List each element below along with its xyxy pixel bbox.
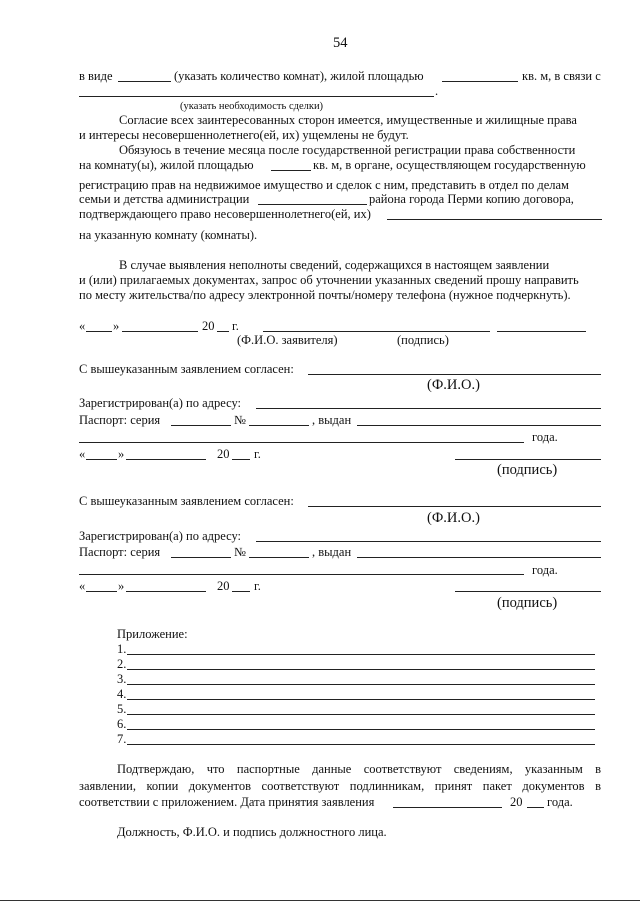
agreement2-issued-field-2[interactable]: [79, 574, 524, 575]
attachment-6-label: 6.: [117, 717, 127, 731]
agreement1-passport-label: Паспорт: серия: [79, 413, 161, 427]
agreement1-sign-field[interactable]: [455, 459, 601, 460]
rooms-count-field[interactable]: [118, 81, 171, 82]
attachments-title: Приложение:: [117, 627, 188, 641]
date-quote-close: »: [113, 319, 120, 333]
attachment-5-field[interactable]: [127, 714, 595, 715]
attachment-7-field[interactable]: [127, 744, 595, 745]
agreement2-day-field[interactable]: [86, 591, 117, 592]
applicant-day-field[interactable]: [86, 331, 112, 332]
agreement1-year-prefix: 20: [217, 447, 230, 461]
applicant-fio-caption: (Ф.И.О. заявителя): [237, 333, 338, 347]
agreement2-year-word: года.: [532, 563, 558, 577]
agreement2-passport-label: Паспорт: серия: [79, 545, 161, 559]
agreement2-fio-field[interactable]: [308, 506, 601, 507]
obligation-line2-b: кв. м, в органе, осуществляющем государственную: [313, 158, 586, 172]
agreement2-issued-field[interactable]: [357, 557, 601, 558]
attachment-3-label: 3.: [117, 672, 127, 686]
applicant-month-field[interactable]: [122, 331, 198, 332]
attachment-2-field[interactable]: [127, 669, 595, 670]
minor-name-field[interactable]: [387, 219, 602, 220]
obligation-line4-a: семьи и детства администрации: [79, 192, 250, 206]
agreement1-month-field[interactable]: [126, 459, 206, 460]
confirm-line2: заявлении, копии документов соответствуют подлинникам, принят пакет документов в: [79, 779, 601, 793]
agreement2-registered-label: Зарегистрирован(а) по адресу:: [79, 529, 242, 543]
confirm-line1: Подтверждаю, что паспортные данные соответствуют сведениям, указанным в: [117, 762, 601, 776]
attachment-7-label: 7.: [117, 732, 127, 746]
agreement1-series-field[interactable]: [171, 425, 231, 426]
consent-line2: и интересы несовершеннолетнего(ей, их) ущемлены не будут.: [79, 128, 409, 142]
agreement2-number-field[interactable]: [249, 557, 309, 558]
agreement1-year-word: года.: [532, 430, 558, 444]
agreement1-year-field[interactable]: [232, 459, 250, 460]
intro-line1-c: кв. м, в связи с: [522, 69, 601, 83]
attachment-1-label: 1.: [117, 642, 127, 656]
agreement1-address-field[interactable]: [256, 408, 601, 409]
agreement2-month-field[interactable]: [126, 591, 206, 592]
acceptance-date-field[interactable]: [393, 807, 502, 808]
agreement2-series-field[interactable]: [171, 557, 231, 558]
confirm-line3-a: соответствии с приложением. Дата принятия заявления: [79, 795, 375, 809]
attachment-6-field[interactable]: [127, 729, 595, 730]
date-year-suffix: г.: [232, 319, 239, 333]
applicant-fio-field[interactable]: [263, 331, 490, 332]
agreement2-issued-label: , выдан: [312, 545, 352, 559]
intro-line1-b: (указать количество комнат), жилой площадью: [174, 69, 424, 83]
agreement2-label: С вышеуказанным заявлением согласен:: [79, 494, 294, 508]
date-year-prefix: 20: [202, 319, 215, 333]
agreement1-issued-field[interactable]: [357, 425, 601, 426]
applicant-year-field[interactable]: [217, 331, 229, 332]
agreement1-number-sign: №: [234, 413, 246, 427]
date-quote-open: «: [79, 319, 86, 333]
agreement2-fio-caption: (Ф.И.О.): [427, 510, 480, 526]
agreement1-registered-label: Зарегистрирован(а) по адресу:: [79, 396, 242, 410]
attachment-1-field[interactable]: [127, 654, 595, 655]
obligation-line6: на указанную комнату (комнаты).: [79, 228, 258, 242]
agreement2-quote-open: «: [79, 579, 86, 593]
agreement1-quote-close: »: [118, 447, 125, 461]
agreement2-year-field[interactable]: [232, 591, 250, 592]
intro-line2-end: .: [435, 84, 439, 98]
agreement1-number-field[interactable]: [249, 425, 309, 426]
intro-line1-a: в виде: [79, 69, 113, 83]
agreement1-fio-field[interactable]: [308, 374, 601, 375]
agreement2-sign-field[interactable]: [455, 591, 601, 592]
agreement1-issued-field-2[interactable]: [79, 442, 524, 443]
confirm-line3-year: 20: [510, 795, 523, 809]
agreement1-quote-open: «: [79, 447, 86, 461]
agreement1-issued-label: , выдан: [312, 413, 352, 427]
attachment-4-label: 4.: [117, 687, 127, 701]
agreement1-day-field[interactable]: [86, 459, 117, 460]
applicant-sign-field[interactable]: [497, 331, 586, 332]
agreement2-address-field[interactable]: [256, 541, 601, 542]
obligation-line5: подтверждающего право несовершеннолетнего(ей, их): [79, 207, 371, 221]
attachment-3-field[interactable]: [127, 684, 595, 685]
district-field[interactable]: [258, 204, 367, 205]
attachment-5-label: 5.: [117, 702, 127, 716]
deal-reason-note: (указать необходимость сделки): [180, 101, 324, 112]
agreement1-label: С вышеуказанным заявлением согласен:: [79, 362, 294, 376]
attachment-2-label: 2.: [117, 657, 127, 671]
attachment-4-field[interactable]: [127, 699, 595, 700]
incomplete-line2: и (или) прилагаемых документах, запрос об уточнении указанных сведений прошу направить: [79, 273, 579, 287]
agreement2-sign-caption: (подпись): [497, 595, 558, 611]
deal-reason-field[interactable]: [79, 96, 434, 97]
consent-line1: Согласие всех заинтересованных сторон имеется, имущественные и жилищные права: [119, 113, 577, 127]
official-signature-label: Должность, Ф.И.О. и подпись должностного лица.: [117, 825, 387, 839]
acceptance-year-field[interactable]: [527, 807, 544, 808]
obligation-line3: регистрацию прав на недвижимое имущество и сделок с ним, представить в отдел по делам: [79, 178, 569, 192]
agreement2-year-suffix: г.: [254, 579, 261, 593]
agreement1-fio-caption: (Ф.И.О.): [427, 377, 480, 393]
room-area-field[interactable]: [271, 170, 311, 171]
confirm-line3-suffix: года.: [547, 795, 573, 809]
agreement1-year-suffix: г.: [254, 447, 261, 461]
obligation-line2-a: на комнату(ы), жилой площадью: [79, 158, 254, 172]
agreement2-quote-close: »: [118, 579, 125, 593]
agreement2-number-sign: №: [234, 545, 246, 559]
agreement1-sign-caption: (подпись): [497, 462, 558, 478]
agreement2-year-prefix: 20: [217, 579, 230, 593]
page-bottom-rule: [0, 900, 640, 901]
obligation-line1: Обязуюсь в течение месяца после государственной регистрации права собственности: [119, 143, 576, 157]
obligation-line4-b: района города Перми копию договора,: [369, 192, 574, 206]
incomplete-line1: В случае выявления неполноты сведений, содержащихся в настоящем заявлении: [119, 258, 550, 272]
applicant-sign-caption: (подпись): [397, 333, 449, 347]
living-area-field[interactable]: [442, 81, 518, 82]
incomplete-line3: по месту жительства/по адресу электронной почты/номеру телефона (нужное подчеркнуть).: [79, 288, 571, 302]
page-number: 54: [333, 35, 348, 51]
